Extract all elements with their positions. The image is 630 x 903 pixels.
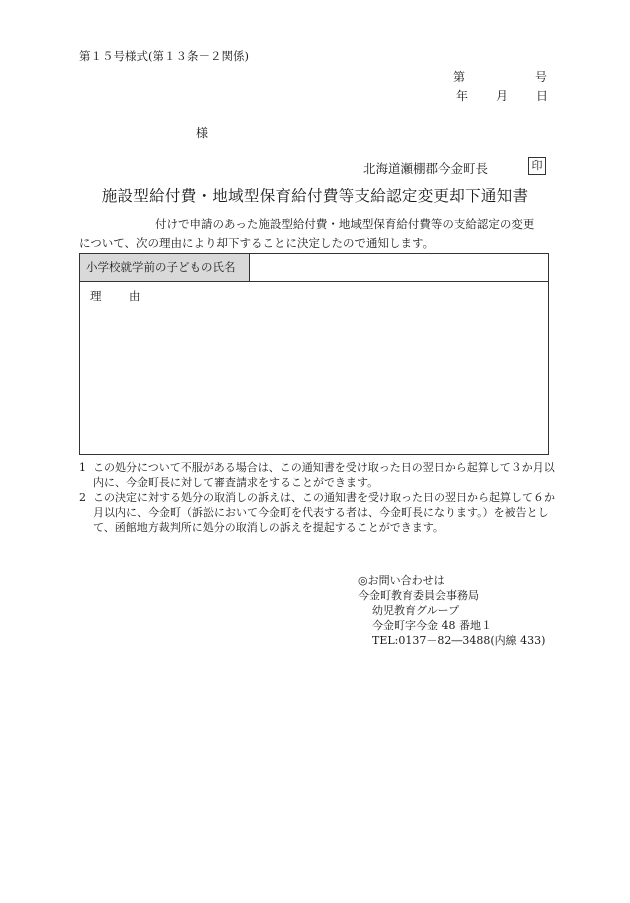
child-name-row	[80, 254, 548, 282]
intro-line-2: について、次の理由により却下することに決定したので通知します。	[79, 236, 435, 250]
doc-number-prefix: 第	[453, 70, 466, 84]
reason-value[interactable]	[90, 306, 538, 448]
doc-number-suffix: 号	[535, 70, 548, 84]
note-item	[79, 490, 563, 535]
child-name-label: 小学校就学前の子どもの氏名	[80, 254, 250, 281]
contact-heading: ◎お問い合わせは	[358, 574, 445, 587]
recipient-suffix: 様	[196, 126, 209, 140]
date-day-label: 日	[536, 89, 549, 103]
note-text: この決定に対する処分の取消しの訴えは、この通知書を受け取った日の翌日から起算して６か月以内に、今金町（訴訟において今金町を代表する者は、今金町長になります。）を被告として、函館地方裁判所に処分の取消しの訴えを提起することができます。	[93, 491, 555, 534]
contact-address: 今金町字今金 48 番地１	[372, 619, 492, 632]
issuer-name: 北海道瀬棚郡今金町長	[363, 161, 489, 176]
child-name-value[interactable]	[256, 254, 544, 281]
intro-line-1: 付けで申請のあった施設型給付費・地域型保育給付費等の支給認定の変更	[155, 217, 535, 231]
note-number: 2	[79, 491, 86, 504]
document-title: 施設型給付費・地域型保育給付費等支給認定変更却下通知書	[101, 187, 529, 205]
reason-label: 理 由	[90, 289, 149, 303]
note-number: 1	[79, 461, 86, 474]
date-year-label: 年	[456, 89, 469, 103]
contact-tel: TEL:0137－82―3488(内線 433)	[372, 634, 546, 647]
note-text: この処分について不服がある場合は、この通知書を受け取った日の翌日から起算して３か月以内に、今金町長に対して審査請求をすることができます。	[93, 461, 555, 489]
form-number: 第１５号様式(第１３条－２関係)	[79, 49, 249, 63]
date-month-label: 月	[496, 89, 509, 103]
notes-list	[79, 460, 563, 535]
form-table	[79, 253, 549, 455]
seal-mark: 印	[528, 157, 546, 175]
contact-group: 幼児教育グループ	[372, 604, 460, 617]
note-item	[79, 460, 563, 490]
contact-office: 今金町教育委員会事務局	[358, 589, 479, 602]
contact-info	[358, 573, 545, 648]
